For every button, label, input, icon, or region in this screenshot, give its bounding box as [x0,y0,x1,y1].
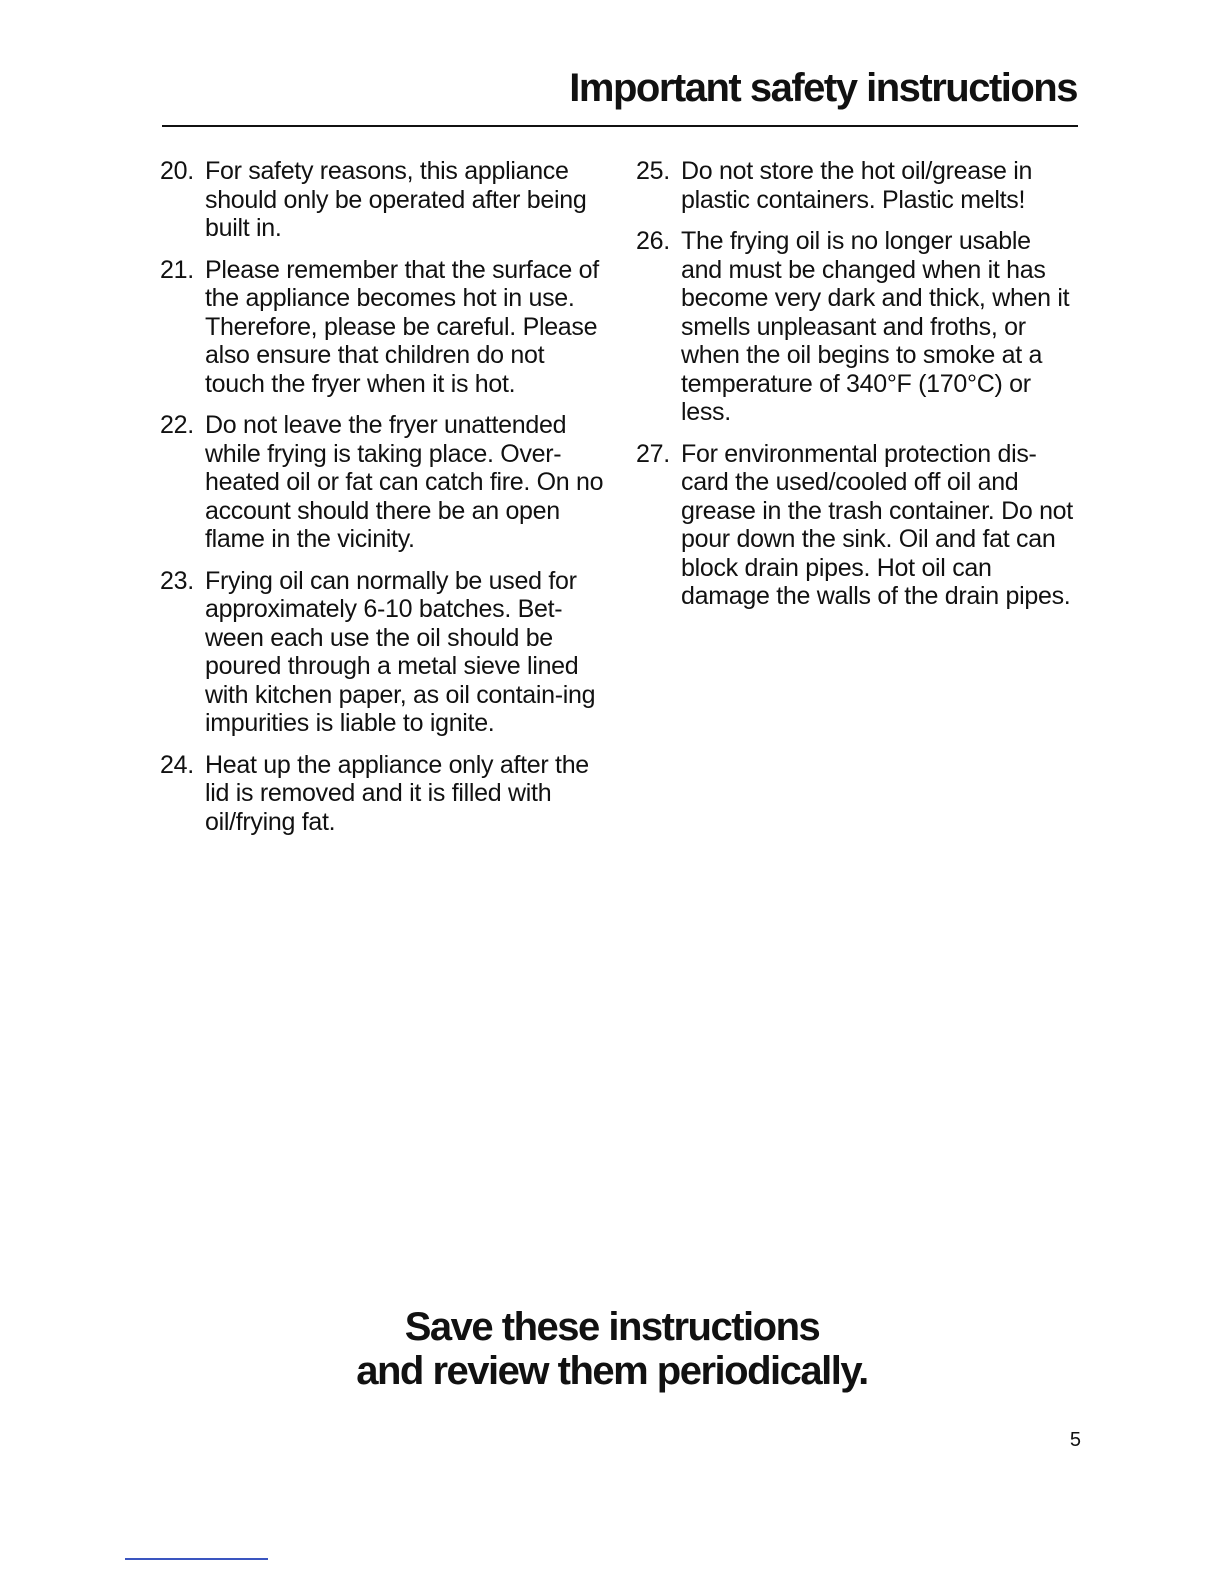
instruction-item [160,157,610,243]
instruction-item [636,440,1076,611]
instruction-number: 20. [160,157,194,185]
notice-line-2: and review them periodically. [356,1349,868,1393]
instruction-item [160,411,610,554]
instruction-item [160,751,610,837]
instruction-item [160,567,610,738]
instruction-number: 23. [160,566,194,595]
notice-line-1: Save these instructions [404,1305,820,1349]
save-instructions-notice [0,1305,1224,1393]
instruction-item [636,157,1076,214]
instructions-right-column [636,157,1076,624]
scan-artifact-line [125,1558,268,1560]
title-divider [162,125,1078,127]
instruction-item [160,256,610,399]
page-number: 5 [1069,1429,1081,1451]
instruction-text: For safety reasons, this appliance should only be operated after being built in. [205,157,587,242]
instruction-number: 21. [160,255,194,284]
instruction-text: Frying oil can normally be used for approximately 6-10 batches. Bet-ween each use the oil should be poured through a metal sieve lined with kitchen paper, as oil contain-ing impurities is liable to ignite. [205,566,596,737]
page-title: Important safety instructions [569,66,1077,110]
instruction-number: 27. [636,439,670,468]
instruction-text: For environmental protection dis-card the used/cooled off oil and grease in the trash container. Do not pour down the sink. Oil and fat can block drain pipes. Hot oil can damage the walls of the drain pipes. [681,439,1073,610]
instruction-text: Do not store the hot oil/grease in plastic containers. Plastic melts! [681,157,1033,214]
instruction-text: The frying oil is no longer usable and must be changed when it has become very dark and thick, when it smells unpleasant and froths, or when the oil begins to smoke at a temperature of 340°F (170°C) or less. [681,227,1070,426]
instruction-text: Do not leave the fryer unattended while frying is taking place. Over-heated oil or fat can catch fire. On no account should there be an open flame in the vicinity. [205,411,604,553]
instruction-text: Heat up the appliance only after the lid is removed and it is filled with oil/frying fat. [205,750,589,836]
instruction-number: 24. [160,750,194,779]
instruction-item [636,227,1076,427]
instruction-number: 26. [636,227,670,255]
instruction-text: Please remember that the surface of the appliance becomes hot in use. Therefore, please be careful. Please also ensure that children do not touch the fryer when it is hot. [205,255,599,398]
instruction-number: 25. [636,157,670,185]
instruction-number: 22. [160,411,194,439]
instructions-left-column [160,157,610,849]
